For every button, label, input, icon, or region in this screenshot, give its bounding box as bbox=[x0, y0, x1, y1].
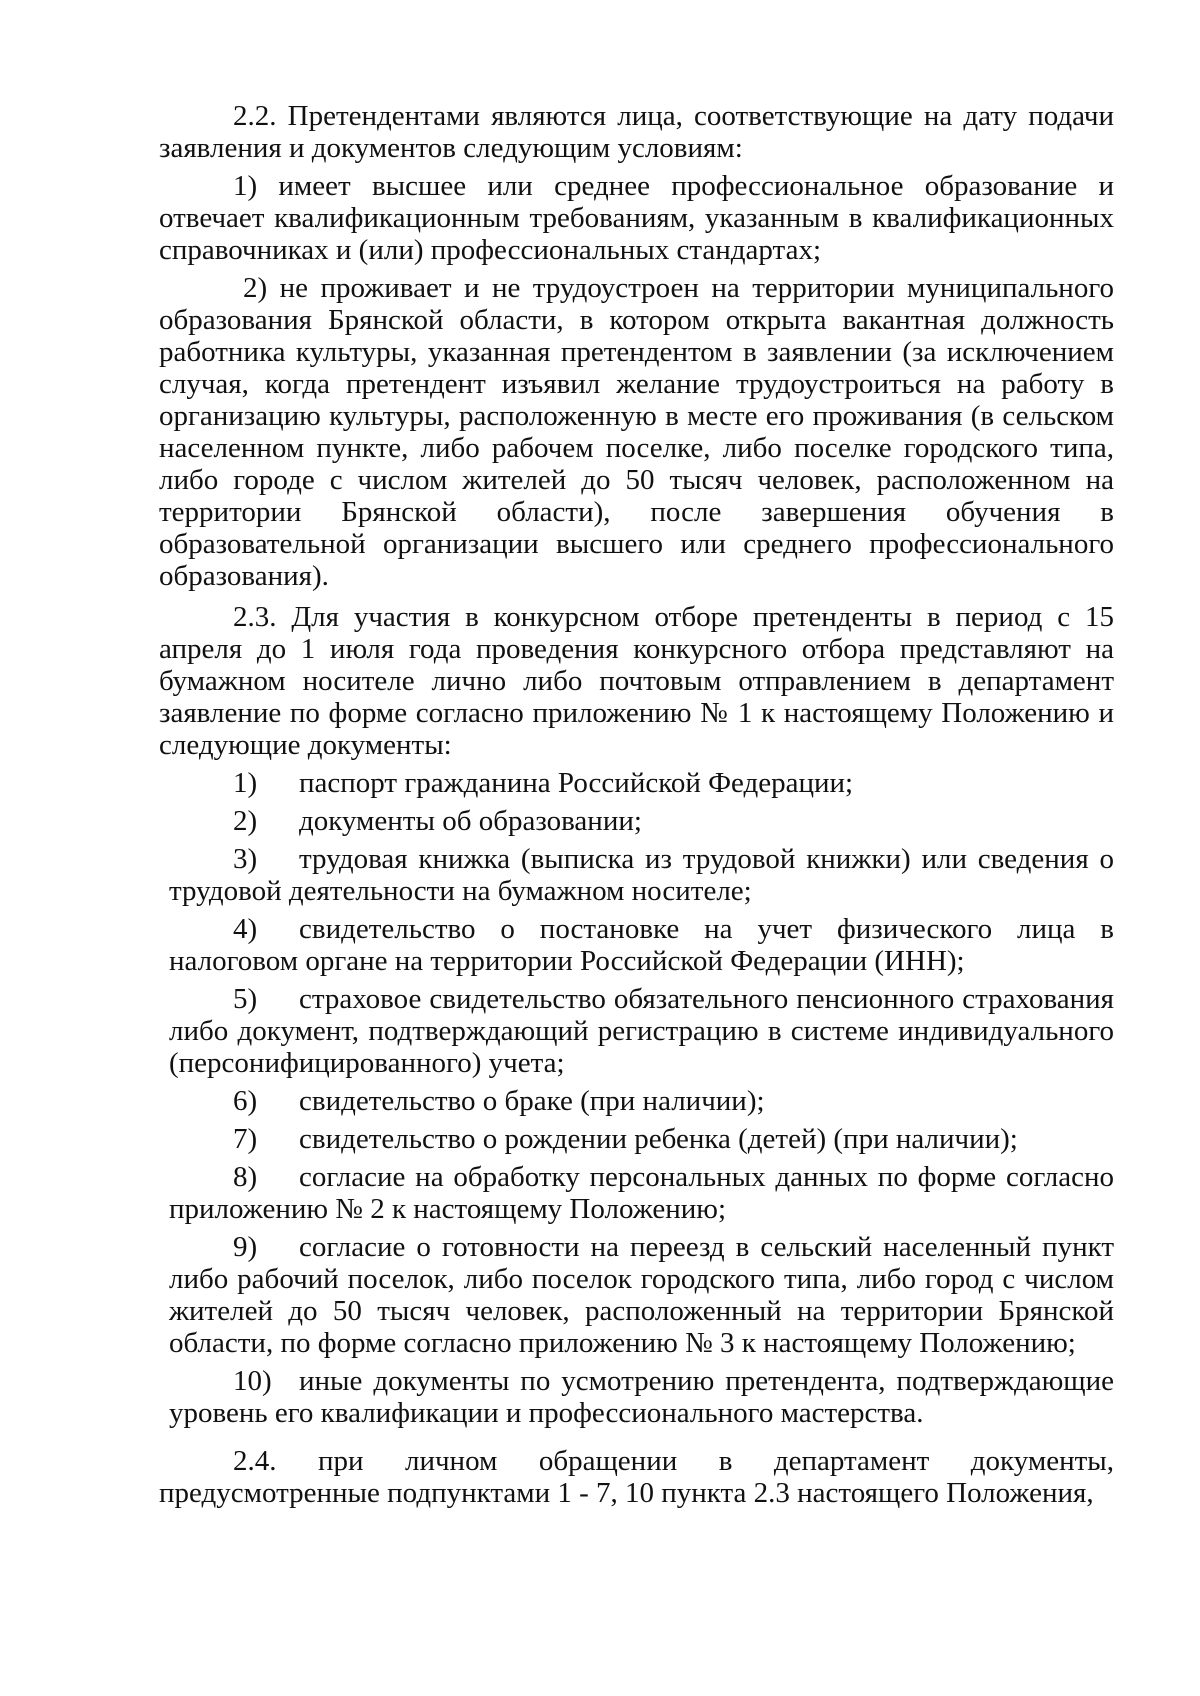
list-item-number: 4) bbox=[233, 913, 258, 945]
list-item-number: 2) bbox=[233, 805, 258, 837]
list-item-text: иные документы по усмотрению претендента, подтверждающие уровень его квалификации и профессионального мастерства. bbox=[169, 1365, 1114, 1429]
list-item-number: 10) bbox=[233, 1365, 272, 1397]
list-item-text: свидетельство о рождении ребенка (детей) (при наличии); bbox=[299, 1123, 1018, 1155]
list-item bbox=[159, 1161, 1114, 1225]
list-item bbox=[159, 1085, 1114, 1117]
list-item bbox=[159, 913, 1114, 977]
paragraph-2-4: 2.4. при личном обращении в департамент документы, предусмотренные подпунктами 1 - 7, 10 пункта 2.3 настоящего Положения, bbox=[159, 1445, 1114, 1509]
list-item-text: трудовая книжка (выписка из трудовой книжки) или сведения о трудовой деятельности на бумажном носителе; bbox=[169, 843, 1114, 907]
list-item-text: свидетельство о браке (при наличии); bbox=[299, 1085, 765, 1117]
list-item-text: страховое свидетельство обязательного пенсионного страхования либо документ, подтверждающий регистрацию в системе индивидуального (персонифицированного) учета; bbox=[169, 983, 1114, 1079]
list-item-number: 5) bbox=[233, 983, 258, 1015]
list-item-text: согласие на обработку персональных данных по форме согласно приложению № 2 к настоящему Положению; bbox=[169, 1161, 1114, 1225]
paragraph-2-2: 2.2. Претендентами являются лица, соответствующие на дату подачи заявления и документов следующим условиям: bbox=[159, 100, 1114, 164]
list-item bbox=[159, 767, 1114, 799]
list-item-text: свидетельство о постановке на учет физического лица в налоговом органе на территории Российской Федерации (ИНН); bbox=[169, 913, 1114, 977]
paragraph-2-2-item-2: 2) не проживает и не трудоустроен на территории муниципального образования Брянской области, в котором открыта вакантная должность работника культуры, указанная претендентом в заявлении (за исключением случая, когда претендент изъявил желание трудоустроиться на работу в организацию культуры, расположенную в месте его проживания (в сельском населенном пункте, либо рабочем поселке, либо поселке городского типа, либо городе с числом жителей до 50 тысяч человек, расположенном на территории Брянской области), после завершения обучения в образовательной организации высшего или среднего профессионального образования). bbox=[159, 272, 1114, 592]
document-body bbox=[159, 100, 1114, 1509]
list-item-number: 8) bbox=[233, 1161, 258, 1193]
list-item-number: 3) bbox=[233, 843, 258, 875]
paragraph-2-2-item-1: 1) имеет высшее или среднее профессиональное образование и отвечает квалификационным требованиям, указанным в квалификационных справочниках и (или) профессиональных стандартах; bbox=[159, 170, 1114, 266]
list-item bbox=[159, 1123, 1114, 1155]
list-item bbox=[159, 805, 1114, 837]
list-item-text: документы об образовании; bbox=[299, 805, 642, 837]
paragraph-2-3: 2.3. Для участия в конкурсном отборе претенденты в период с 15 апреля до 1 июля года проведения конкурсного отбора представляют на бумажном носителе лично либо почтовым отправлением в департамент заявление по форме согласно приложению № 1 к настоящему Положению и следующие документы: bbox=[159, 601, 1114, 761]
list-item bbox=[159, 983, 1114, 1079]
list-item-text: согласие о готовности на переезд в сельский населенный пункт либо рабочий поселок, либо поселок городского типа, либо город с числом жителей до 50 тысяч человек, расположенный на территории Брянской области, по форме согласно приложению № 3 к настоящему Положению; bbox=[169, 1231, 1114, 1359]
list-item-number: 6) bbox=[233, 1085, 258, 1117]
documents-list bbox=[159, 767, 1114, 1429]
list-item-text: паспорт гражданина Российской Федерации; bbox=[299, 767, 854, 799]
list-item-number: 7) bbox=[233, 1123, 258, 1155]
list-item-number: 1) bbox=[233, 767, 258, 799]
list-item bbox=[159, 843, 1114, 907]
list-item-number: 9) bbox=[233, 1231, 258, 1263]
list-item bbox=[159, 1365, 1114, 1429]
list-item bbox=[159, 1231, 1114, 1359]
